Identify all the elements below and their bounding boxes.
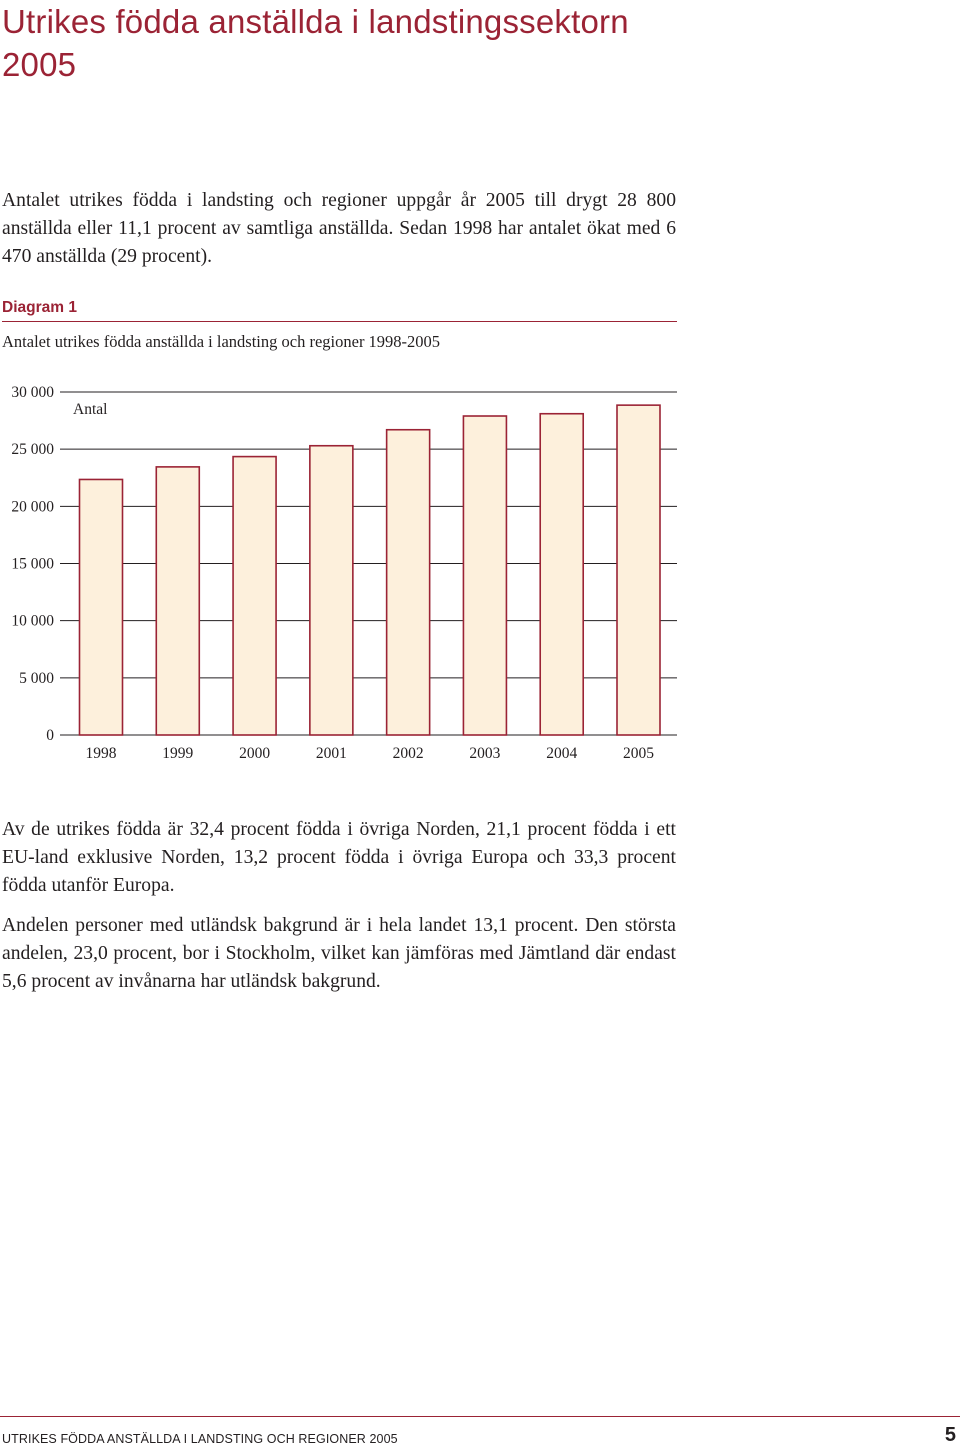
- x-tick-label: 2001: [315, 745, 347, 762]
- intro-paragraph: Antalet utrikes födda i landsting och regioner uppgår år 2005 till drygt 28 800 anställda eller 11,1 procent av samtliga anställda. Sedan 1998 har antalet ökat med 6 470 anställda (29 procent).: [2, 190, 676, 267]
- y-tick-label: 20 000: [11, 498, 54, 516]
- diagram-divider: [2, 321, 677, 322]
- x-tick-label: 2005: [623, 745, 654, 762]
- body-paragraph: Andelen personer med utländsk bakgrund är i hela landet 13,1 procent. Den största andelen, 23,0 procent, bor i Stockholm, vilket kan jämföras med Jämtland där endast 5,6 procent av invånarna har utländsk bakgrund.: [2, 915, 676, 992]
- bar-2005: [617, 405, 660, 735]
- diagram-label: Diagram 1: [2, 299, 77, 316]
- page-title: Utrikes födda anställda i landstingssektorn 2005: [2, 3, 629, 83]
- y-tick-label: 10 000: [11, 612, 54, 630]
- bar-2000: [233, 457, 276, 735]
- footer-title: UTRIKES FÖDDA ANSTÄLLDA I LANDSTING OCH REGIONER 2005: [2, 1432, 398, 1446]
- bar-2004: [540, 414, 583, 735]
- bar-2001: [310, 446, 353, 735]
- footer-divider: [0, 1416, 960, 1417]
- x-tick-label: 1998: [85, 745, 117, 762]
- x-tick-label: 2002: [392, 745, 424, 762]
- diagram-caption: Antalet utrikes födda anställda i landsting och regioner 1998-2005: [2, 332, 441, 351]
- y-tick-label: 25 000: [11, 441, 54, 459]
- bar-2002: [387, 430, 430, 735]
- bar-1999: [156, 467, 199, 735]
- bar-chart: [0, 370, 700, 770]
- y-tick-label: 15 000: [11, 555, 54, 573]
- y-axis-label: Antal: [73, 401, 108, 418]
- x-tick-label: 1999: [162, 745, 194, 762]
- page-number: 5: [944, 1424, 956, 1446]
- body-paragraph: Av de utrikes födda är 32,4 procent födda i övriga Norden, 21,1 procent födda i ett EU-land exklusive Norden, 13,2 procent födda i övriga Europa och 33,3 procent födda utanför Europa.: [2, 819, 676, 896]
- x-tick-label: 2004: [546, 745, 578, 762]
- y-tick-label: 5 000: [19, 669, 54, 687]
- bar-2003: [463, 416, 506, 735]
- y-tick-label: 30 000: [11, 384, 54, 401]
- bar-1998: [80, 479, 123, 735]
- y-tick-label: 0: [46, 727, 54, 744]
- x-tick-label: 2000: [239, 745, 271, 762]
- x-tick-label: 2003: [469, 745, 501, 762]
